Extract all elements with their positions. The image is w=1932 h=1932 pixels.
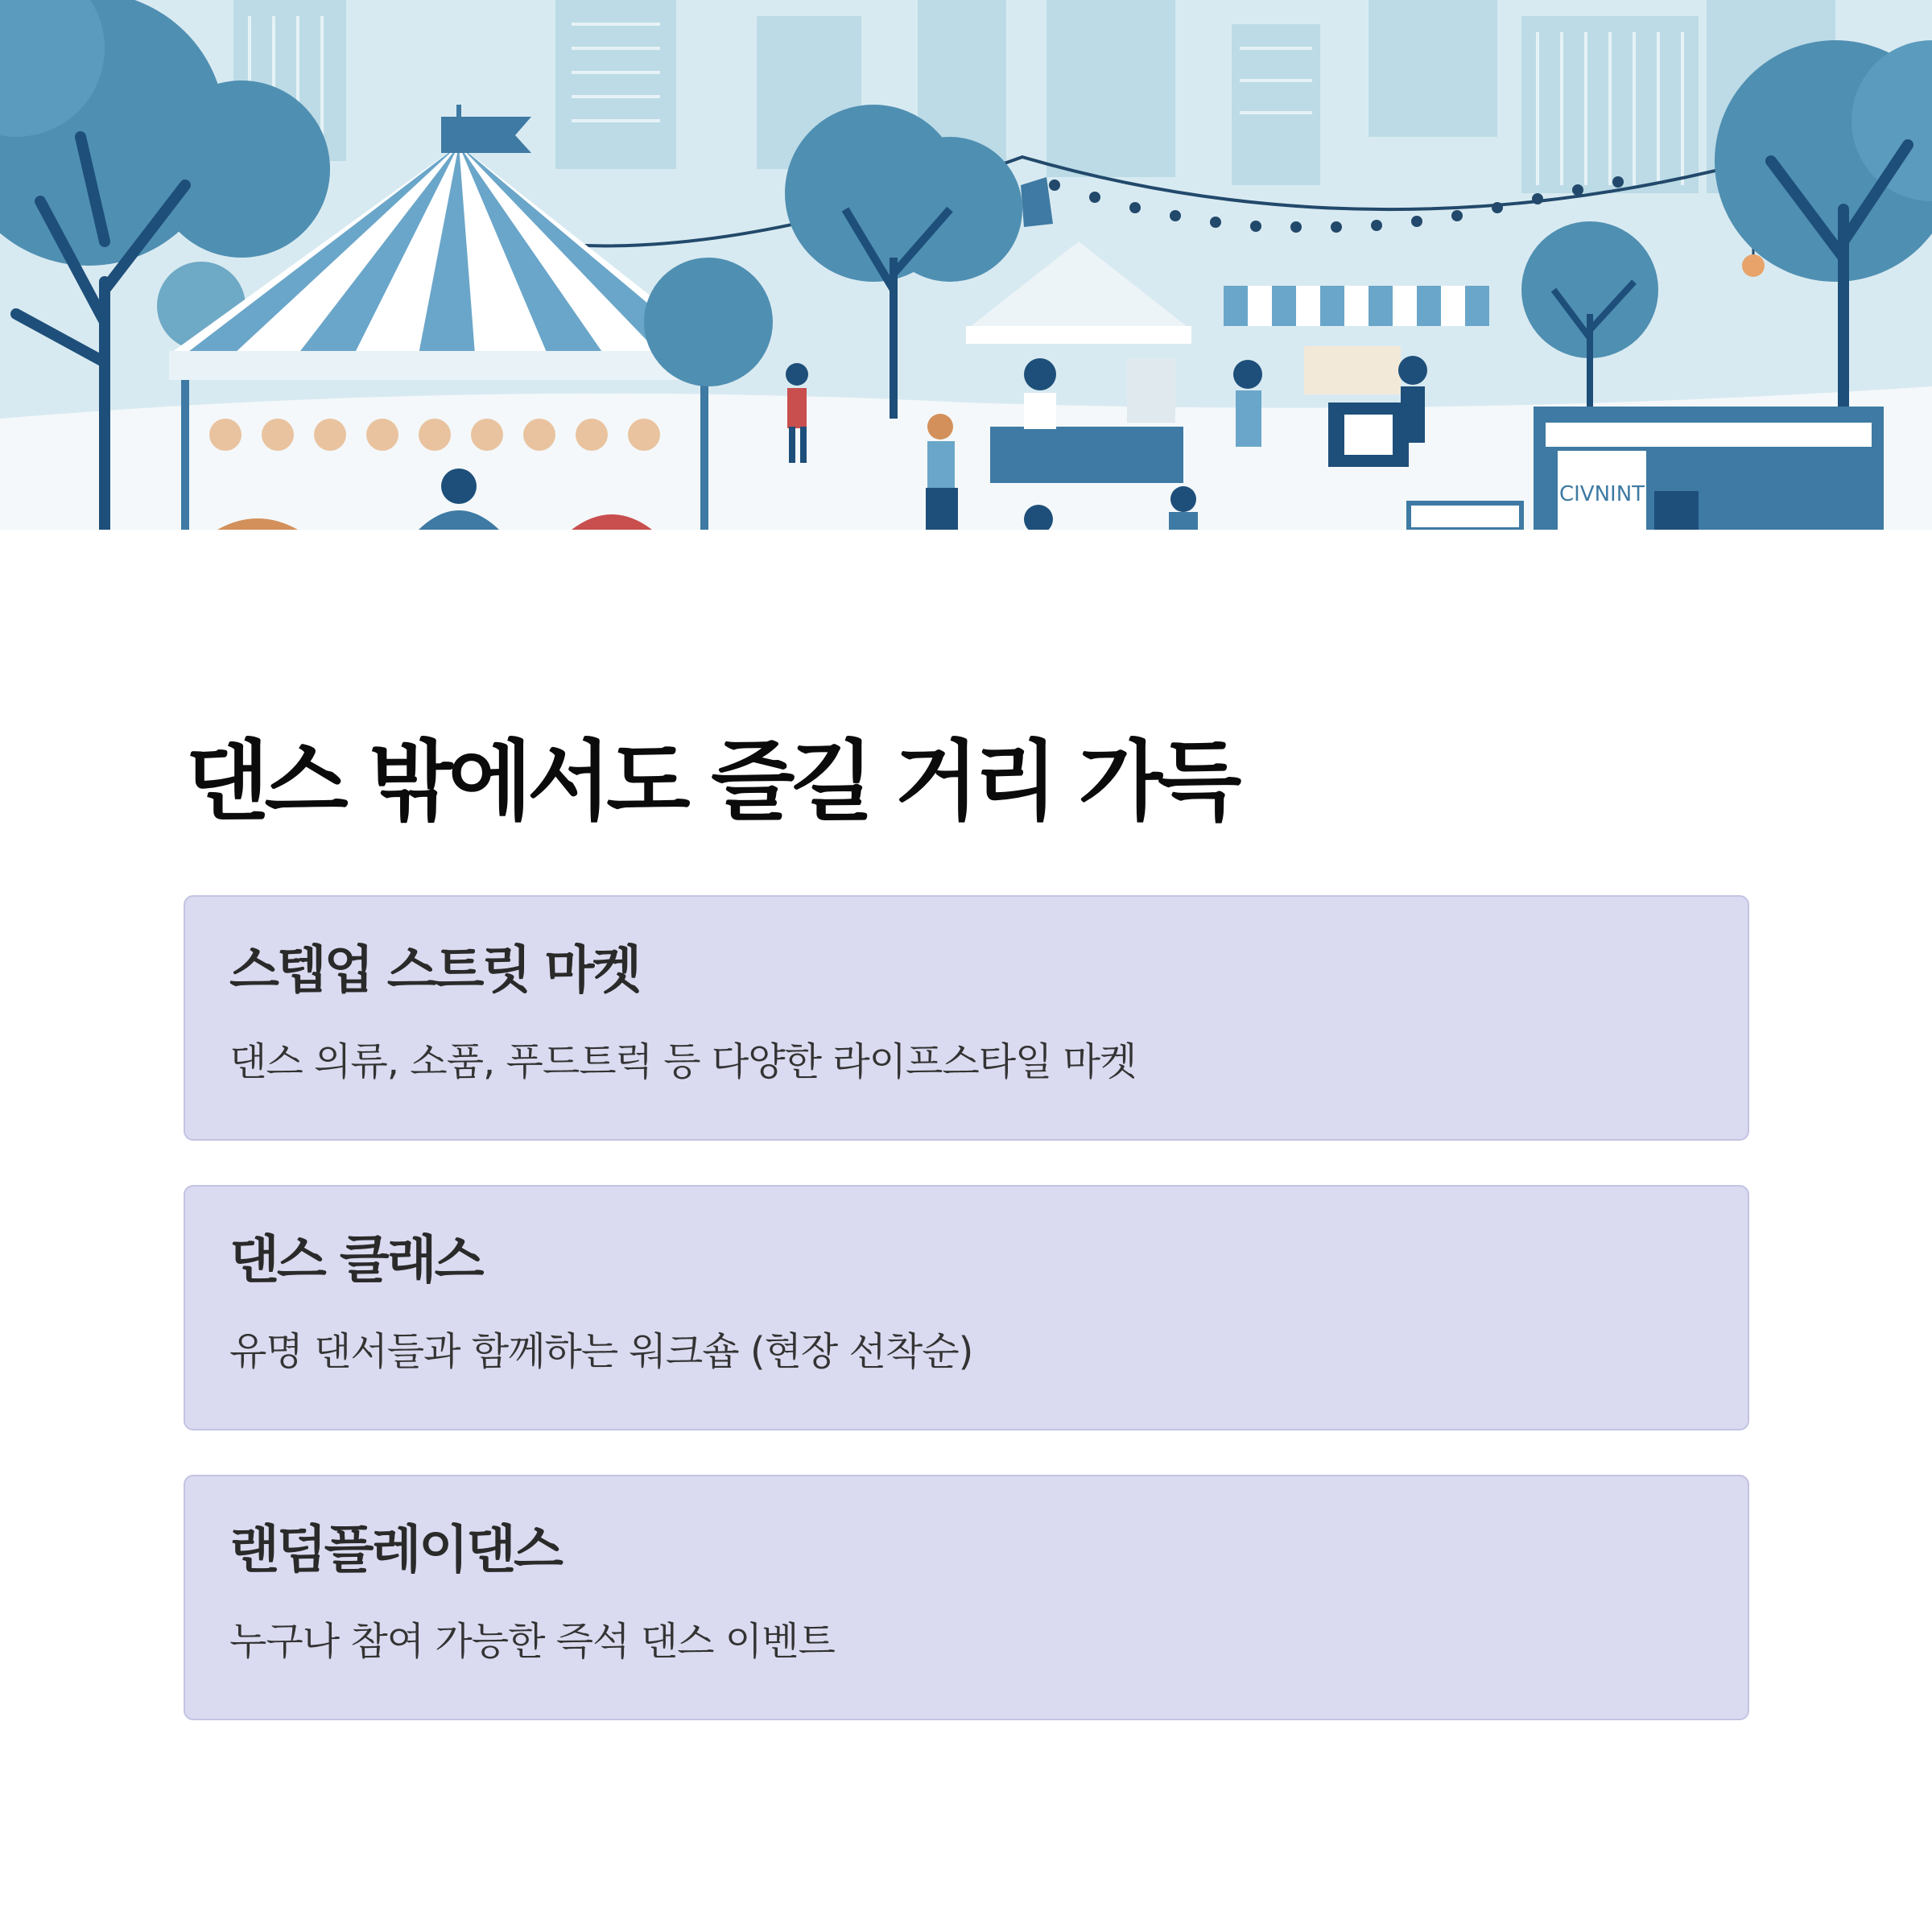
card-title: 랜덤플레이댄스 [229, 1521, 561, 1580]
card-random-play-dance [184, 1475, 1749, 1720]
card-title: 스텝업 스트릿 마켓 [229, 941, 640, 1001]
card-dance-class [184, 1185, 1749, 1430]
card-description: 누구나 참여 가능한 즉석 댄스 이벤트 [229, 1619, 835, 1664]
card-title: 댄스 클래스 [229, 1231, 482, 1290]
card-street-market [184, 895, 1749, 1141]
kiosk-sign-text: CIVNINT [1558, 482, 1645, 506]
festival-market-scene [0, 0, 1932, 530]
hero-illustration [0, 0, 1932, 530]
section-title: 댄스 밖에서도 즐길 거리 가득 [185, 732, 1237, 832]
card-description: 댄스 의류, 소품, 푸드트럭 등 다양한 라이프스타일 마켓 [229, 1039, 1137, 1084]
card-description: 유명 댄서들과 함께하는 워크숍 (현장 선착순) [229, 1329, 973, 1374]
